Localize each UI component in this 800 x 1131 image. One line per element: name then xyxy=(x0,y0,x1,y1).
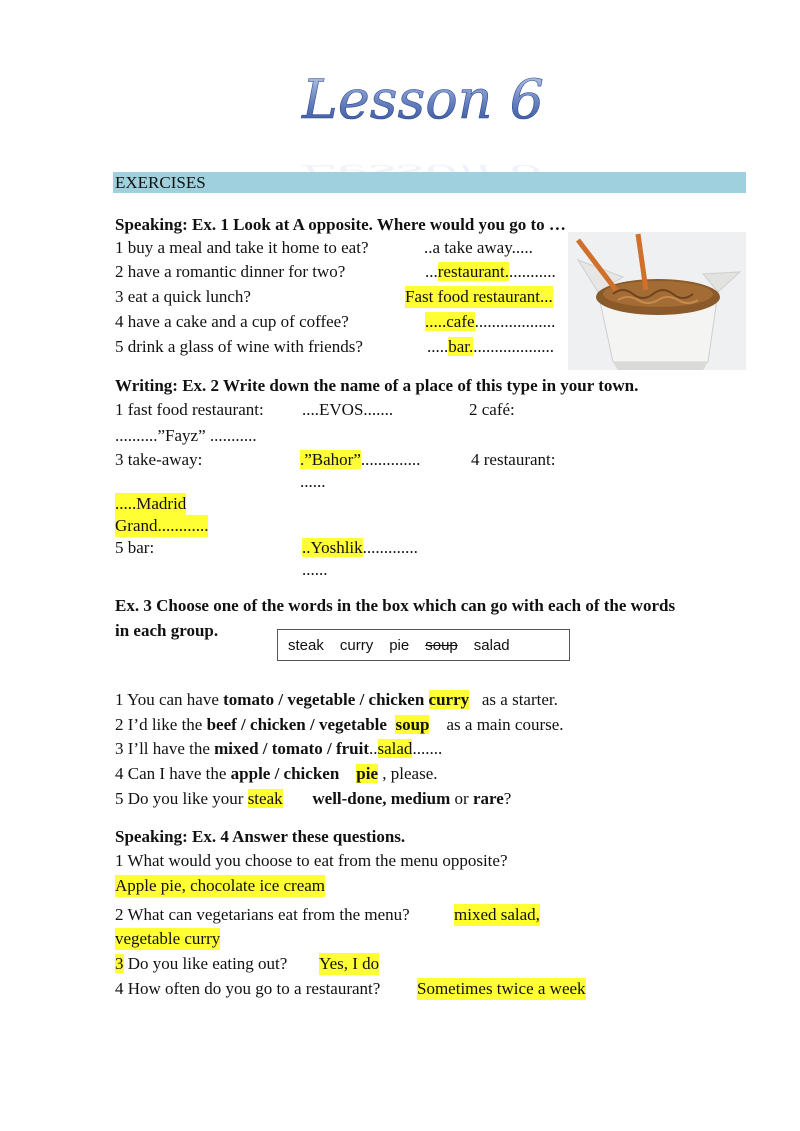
ex3-s1: 1 You can have tomato / vegetable / chicken curry as a starter. xyxy=(115,690,558,709)
ex2-l4: 4 restaurant: xyxy=(471,450,556,469)
ex4-a2-line1: mixed salad, xyxy=(454,905,540,924)
svg-text:Lesson 6: Lesson 6 xyxy=(301,68,545,131)
ex4-a4: Sometimes twice a week xyxy=(417,979,586,998)
ex2-a4-line2: Grand............ xyxy=(115,516,209,535)
ex2-heading: Writing: Ex. 2 Write down the name of a place of this type in your town. xyxy=(115,376,639,395)
word-box xyxy=(277,629,570,661)
word-salad: salad xyxy=(473,636,510,654)
ex1-q3: 3 eat a quick lunch? xyxy=(115,287,251,306)
exercises-banner xyxy=(113,172,746,193)
ex4-heading: Speaking: Ex. 4 Answer these questions. xyxy=(115,827,406,846)
ex1-a5: .....bar.................... xyxy=(427,337,555,356)
ex2-a5: ..Yoshlik............. xyxy=(302,538,418,557)
ex1-a2: ...restaurant............ xyxy=(425,262,556,281)
ex3-heading-line1: Ex. 3 Choose one of the words in the box which can go with each of the words xyxy=(115,596,676,615)
ex3-s2: 2 I’d like the beef / chicken / vegetable soup as a main course. xyxy=(115,715,564,734)
ex1-a1: ..a take away..... xyxy=(424,238,533,257)
ex2-a2: ..........”Fayz” ........... xyxy=(115,426,257,445)
ex1-heading: Speaking: Ex. 1 Look at A opposite. Where would you go to … xyxy=(115,215,566,234)
ex1-q2: 2 have a romantic dinner for two? xyxy=(115,262,346,281)
ex3-s5: 5 Do you like your steak well-done, medium or rare? xyxy=(115,789,512,808)
ex4-q2: 2 What can vegetarians eat from the menu? xyxy=(115,905,410,924)
ex1-a3: Fast food restaurant... xyxy=(405,287,553,306)
word-soup: soup xyxy=(425,636,458,654)
ex4-q3: 3 Do you like eating out? xyxy=(115,954,288,973)
ex2-a3-cont: ...... xyxy=(300,472,326,491)
banner-label: EXERCISES xyxy=(115,173,206,192)
ex2-l3: 3 take-away: xyxy=(115,450,203,469)
ex3-s3: 3 I’ll have the mixed / tomato / fruit..salad....... xyxy=(115,739,443,758)
word-pie: pie xyxy=(389,636,410,654)
ex4-q1: 1 What would you choose to eat from the menu opposite? xyxy=(115,851,508,870)
ex4-q4: 4 How often do you go to a restaurant? xyxy=(115,979,381,998)
ex3-s4: 4 Can I have the apple / chicken pie , please. xyxy=(115,764,438,783)
ex2-a3: .”Bahor”.............. xyxy=(300,450,421,469)
ex4-a3: Yes, I do xyxy=(319,954,380,973)
lesson-title xyxy=(301,60,545,145)
ex2-a1: ....EVOS....... xyxy=(302,400,394,419)
ex2-a5-cont: ...... xyxy=(302,560,328,579)
ex1-q4: 4 have a cake and a cup of coffee? xyxy=(115,312,349,331)
ex2-l5: 5 bar: xyxy=(115,538,155,557)
ex4-a1: Apple pie, chocolate ice cream xyxy=(115,876,326,895)
word-steak: steak xyxy=(288,636,324,654)
ex1-a4: .....cafe................... xyxy=(425,312,556,331)
ex2-a4-line1: .....Madrid xyxy=(115,494,187,513)
ex1-q1: 1 buy a meal and take it home to eat? xyxy=(115,238,369,257)
word-curry: curry xyxy=(339,636,374,654)
ex3-heading-line2: in each group. xyxy=(115,621,219,640)
ex1-q5: 5 drink a glass of wine with friends? xyxy=(115,337,363,356)
ex2-l2: 2 café: xyxy=(469,400,515,419)
ex2-l1: 1 fast food restaurant: xyxy=(115,400,264,419)
ex4-a2-line2: vegetable curry xyxy=(115,929,221,948)
noodle-box-image xyxy=(568,232,746,370)
